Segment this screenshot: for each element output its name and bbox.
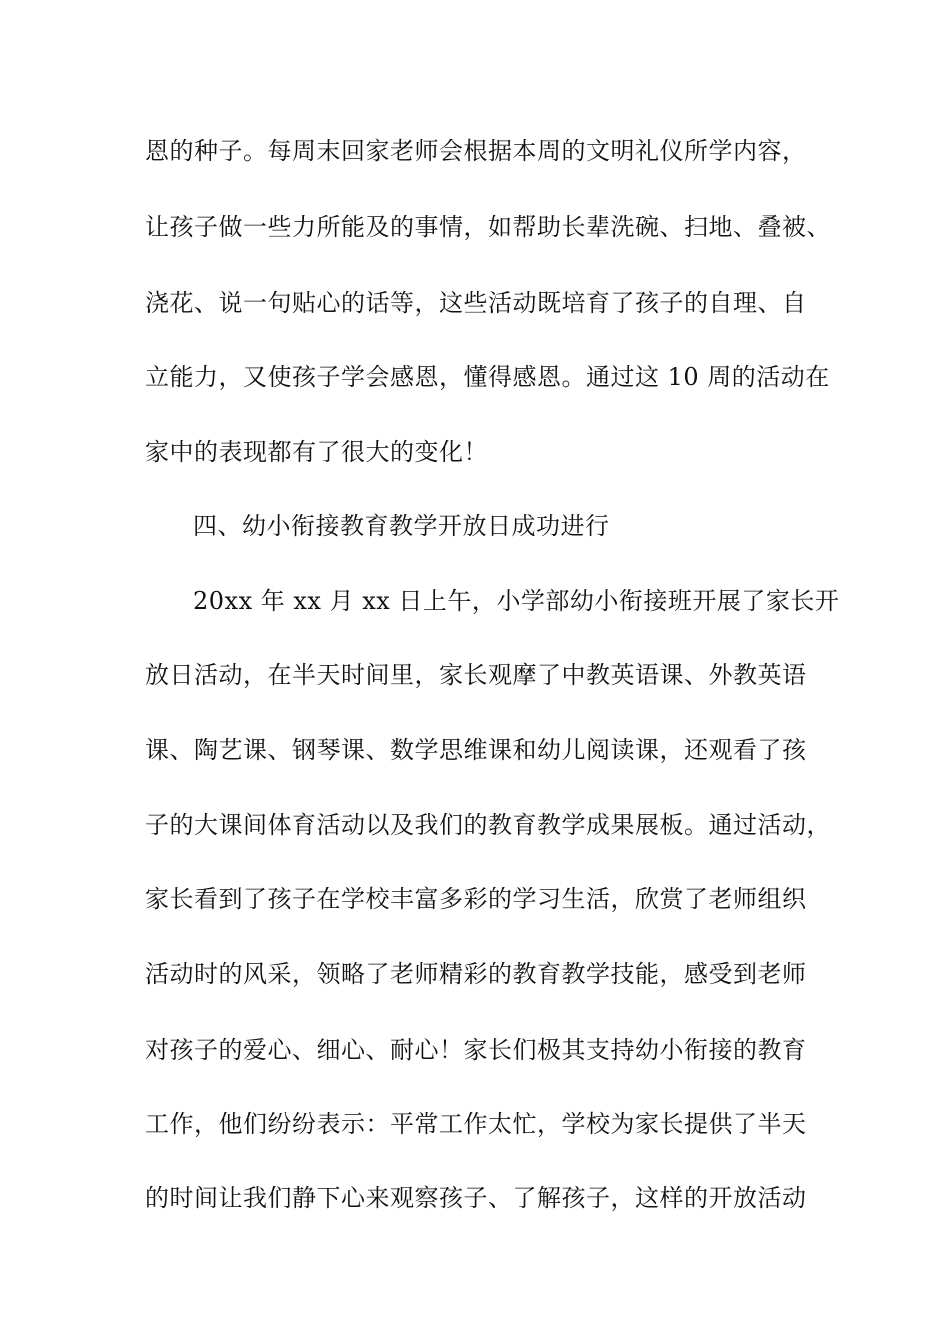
paragraph-line: 家长看到了孩子在学校丰富多彩的学习生活，欣赏了老师组织 bbox=[145, 885, 807, 913]
paragraph-line: 工作，他们纷纷表示：平常工作太忙，学校为家长提供了半天 bbox=[145, 1110, 807, 1138]
paragraph-line: 家中的表现都有了很大的变化！ bbox=[145, 438, 488, 466]
paragraph-line: 立能力，又使孩子学会感恩，懂得感恩。通过这 10 周的活动在 bbox=[145, 363, 830, 391]
paragraph-line: 课、陶艺课、钢琴课、数学思维课和幼儿阅读课，还观看了孩 bbox=[145, 736, 807, 764]
paragraph-line: 子的大课间体育活动以及我们的教育教学成果展板。通过活动， bbox=[145, 811, 831, 839]
paragraph-line: 恩的种子。每周末回家老师会根据本周的文明礼仪所学内容， bbox=[145, 137, 807, 165]
paragraph-line: 放日活动，在半天时间里，家长观摩了中教英语课、外教英语 bbox=[145, 661, 807, 689]
paragraph-line: 让孩子做一些力所能及的事情，如帮助长辈洗碗、扫地、叠被、 bbox=[145, 213, 831, 241]
paragraph-line: 的时间让我们静下心来观察孩子、了解孩子，这样的开放活动 bbox=[145, 1184, 807, 1212]
paragraph-line: 活动时的风采，领略了老师精彩的教育教学技能，感受到老师 bbox=[145, 960, 807, 988]
paragraph-line: 20xx 年 xx 月 xx 日上午，小学部幼小衔接班开展了家长开 bbox=[193, 587, 840, 615]
section-heading: 四、幼小衔接教育教学开放日成功进行 bbox=[193, 512, 610, 540]
paragraph-line: 对孩子的爱心、细心、耐心！家长们极其支持幼小衔接的教育 bbox=[145, 1036, 807, 1064]
paragraph-line: 浇花、说一句贴心的话等，这些活动既培育了孩子的自理、自 bbox=[145, 289, 807, 317]
